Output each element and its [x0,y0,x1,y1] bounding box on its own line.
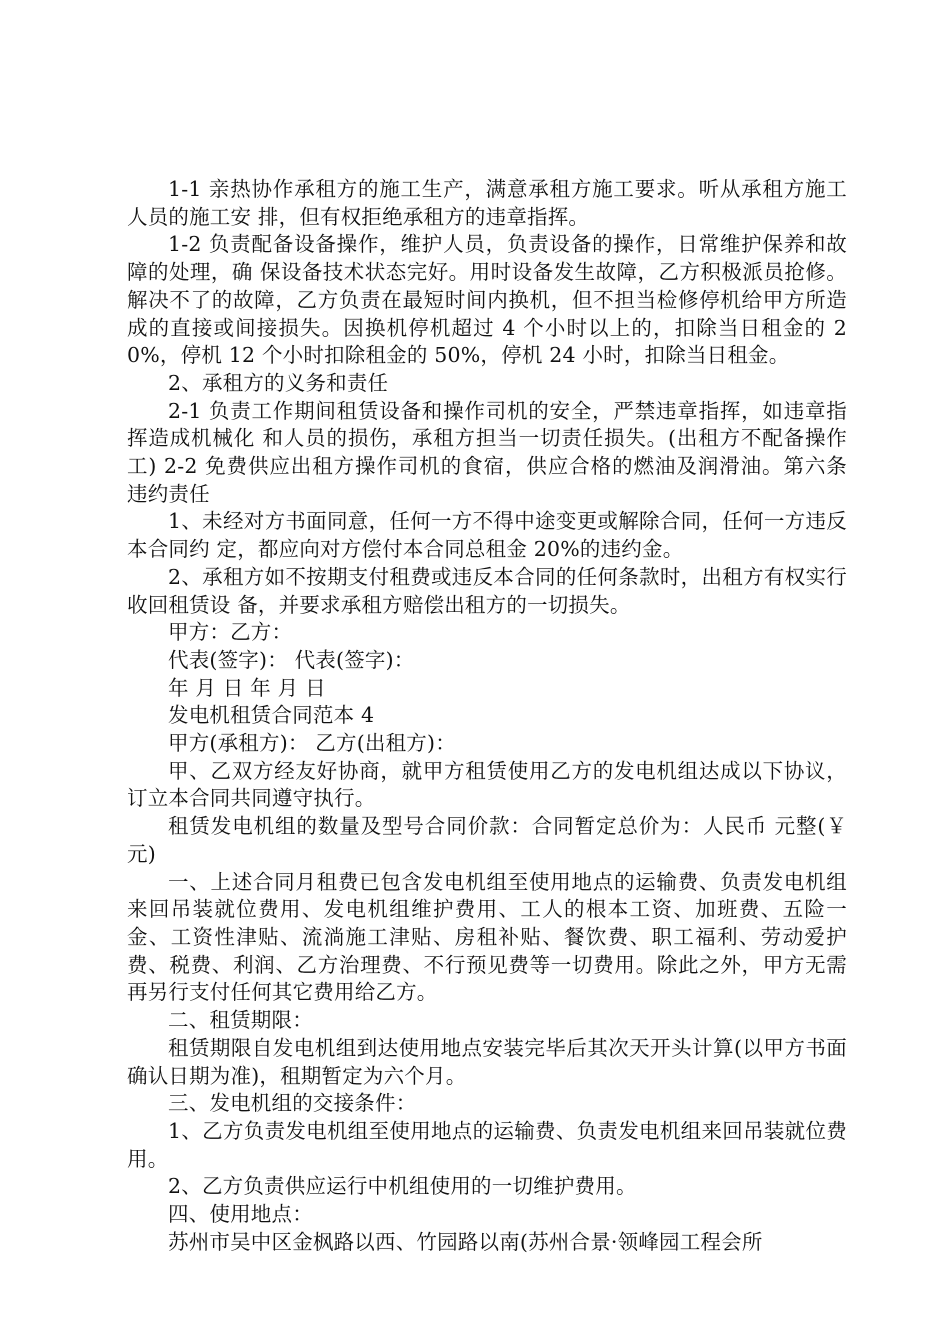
document-body [127,176,847,1256]
paragraph: 1、乙方负责发电机组至使用地点的运输费、负责发电机组来回吊装就位费用。 [127,1118,847,1171]
paragraph: 甲、乙双方经友好协商，就甲方租赁使用乙方的发电机组达成以下协议，订立本合同共同遵守执行。 [127,758,847,811]
party-line: 甲方(承租方)： 乙方(出租方)： [168,731,456,756]
signature-dates: 年 月 日 年 月 日 [168,675,326,700]
section-heading: 二、租赁期限： [168,1008,313,1033]
paragraph: 1-2 负责配备设备操作，维护人员，负责设备的操作，日常维护保养和故障的处理，确 保设备技术状态完好。用时设备发生故障，乙方积极派员抢修。解决不了的故障，乙方负责在最短时间内换机，但不担当检修停机给甲方所造成的直接或间接损失。因换机停机超过 4 个小时以上的，扣除当日租金的 20%，停机 12 个小时扣除租金的 50%，停机 24 小时，扣除当日租金。 [127,232,847,368]
paragraph: 2、乙方负责供应运行中机组使用的一切维护费用。 [168,1174,637,1199]
paragraph: 1、未经对方书面同意，任何一方不得中途变更或解除合同，任何一方违反本合同约 定，都应向对方偿付本合同总租金 20%的违约金。 [127,509,847,562]
paragraph: 2、承租方如不按期支付租费或违反本合同的任何条款时，出租方有权实行收回租赁设 备，并要求承租方赔偿出租方的一切损失。 [127,564,847,617]
paragraph: 一、上述合同月租费已包含发电机组至使用地点的运输费、负责发电机组来回吊装就位费用、发电机组维护费用、工人的根本工资、加班费、五险一金、工资性津贴、流淌施工津贴、房租补贴、餐饮费、职工福利、劳动爱护费、税费、利润、乙方治理费、不行预见费等一切费用。除此之外，甲方无需再另行支付任何其它费用给乙方。 [127,869,847,1005]
paragraph: 1-1 亲热协作承租方的施工生产，满意承租方施工要求。听从承租方施工人员的施工安 排，但有权拒绝承租方的违章指挥。 [127,177,847,229]
document-title: 发电机租赁合同范本 4 [168,703,375,728]
paragraph: 租赁期限自发电机组到达使用地点安装完毕后其次天开头计算(以甲方书面确认日期为准)，租期暂定为六个月。 [127,1035,847,1088]
section-heading: 三、发电机组的交接条件： [168,1091,417,1116]
section-heading: 2、承租方的义务和责任 [168,370,389,395]
paragraph: 租赁发电机组的数量及型号合同价款：合同暂定总价为：人民币 元整(￥ 元) [127,814,847,866]
section-heading: 四、使用地点： [168,1202,313,1227]
paragraph: 2-1 负责工作期间租赁设备和操作司机的安全，严禁违章指挥，如违章指挥造成机械化 和人员的损伤，承租方担当一切责任损失。(出租方不配备操作工) 2-2 免费供应出租方操作司机的食宿，供应合格的燃油及润滑油。第六条 违约责任 [127,398,847,506]
signature-parties: 甲方：乙方： [168,620,293,645]
paragraph: 苏州市吴中区金枫路以西、竹园路以南(苏州合景·领峰园工程会所 [168,1229,763,1254]
signature-representatives: 代表(签字)： 代表(签字)： [168,647,415,672]
